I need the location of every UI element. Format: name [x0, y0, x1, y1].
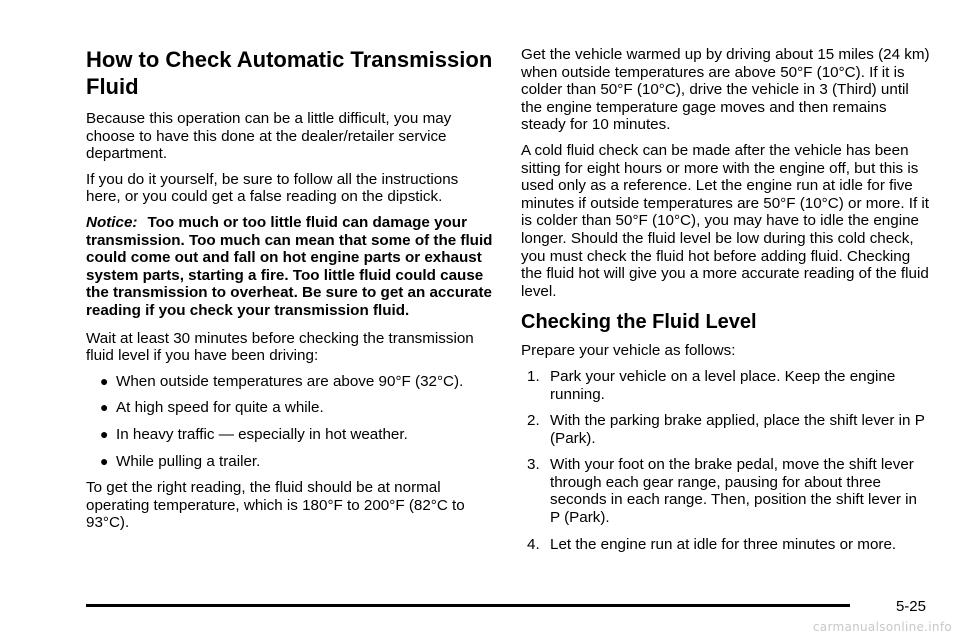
right-column [521, 46, 931, 562]
list-item: ● At high speed for quite a while. [100, 399, 324, 417]
subsection-title: Checking the Fluid Level [521, 311, 757, 334]
wait-paragraph: Wait at least 30 minutes before checking the transmission fluid level if you have been driving: [86, 329, 474, 365]
bullet-icon: ● [100, 372, 109, 389]
list-item: ● In heavy traffic — especially in hot weather. [100, 425, 408, 443]
steps-list [521, 368, 931, 553]
prepare-paragraph: Prepare your vehicle as follows: [521, 342, 736, 360]
bullet-icon: ● [100, 452, 109, 469]
notice-label: Notice: [86, 213, 138, 231]
bullet-icon: ● [100, 425, 109, 442]
section-title: How to Check Automatic Transmission Fluid [86, 47, 493, 99]
closing-paragraph: To get the right reading, the fluid should be at normal operating temperature, which is 180°F to 200°F (82°C to 93°C). [86, 479, 465, 532]
list-item: ● While pulling a trailer. [100, 452, 261, 470]
list-item: 3. With your foot on the brake pedal, move the shift lever through each gear range, pausing for about three seconds in each range. Then, position the shift lever in P (Park). [527, 456, 917, 527]
page-number: 5-25 [895, 598, 926, 615]
watermark: carmanualsonline.info [812, 620, 952, 634]
footer-rule [86, 604, 850, 607]
list-item: 4. Let the engine run at idle for three minutes or more. [527, 535, 897, 553]
bullet-icon: ● [100, 399, 109, 416]
notice-text: Too much or too little fluid can damage your transmission. Too much can mean that some of the fluid could come out and fall on hot engine parts or exhaust system parts, starting a fire. Too little fluid could cause the transmission to overheat. Be sure to get an accurate reading if you check your transmission fluid. [86, 213, 493, 319]
conditions-list [86, 373, 496, 470]
list-item: 2. With the parking brake applied, place the shift lever in P (Park). [527, 412, 925, 447]
warmup-paragraph: Get the vehicle warmed up by driving about 15 miles (24 km) when outside temperatures are above 50°F (10°C). If it is colder than 50°F (10°C), drive the vehicle in 3 (Third) until the engine temperature gage moves and then remains steady for 10 minutes. [521, 46, 930, 134]
list-item: 1. Park your vehicle on a level place. Keep the engine running. [527, 367, 896, 403]
notice-block [86, 214, 496, 320]
intro-paragraph: Because this operation can be a little difficult, you may choose to have this done at the dealer/retailer service department. [86, 110, 452, 163]
cold-check-paragraph: A cold fluid check can be made after the vehicle has been sitting for eight hours or more with the engine off, but this is used only as a reference. Let the engine run at idle for five minutes if outside temperatures are 50°F (10°C) or more. If it is colder than 50°F (10°C), you may have to idle the engine longer. Should the fluid level be low during this cold check, you must check the fluid hot before adding fluid. Checking the fluid hot will give you a more accurate reading of the fluid level. [521, 141, 930, 300]
instructions-paragraph: If you do it yourself, be sure to follow all the instructions here, or you could get a false reading on the dipstick. [86, 170, 459, 206]
list-item: ● When outside temperatures are above 90°F (32°C). [100, 372, 464, 390]
left-column [86, 0, 496, 540]
